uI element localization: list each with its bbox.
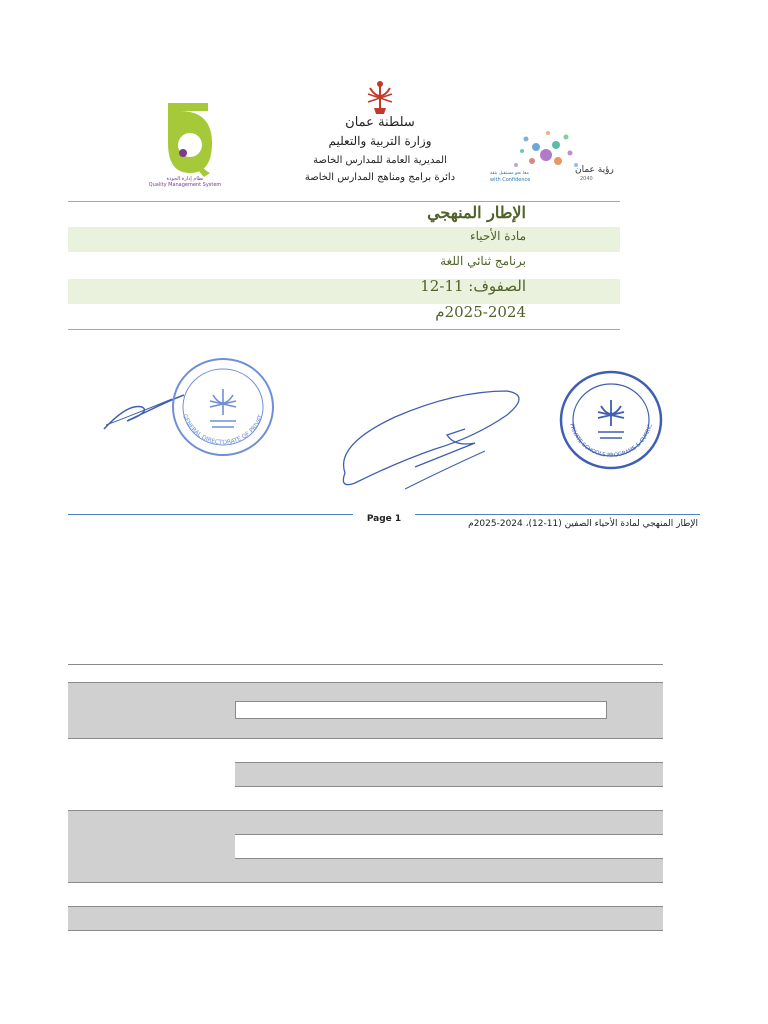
table-border xyxy=(68,738,663,739)
framework-bottom-border xyxy=(68,329,620,330)
framework-subject: مادة الأحياء xyxy=(469,229,526,243)
ministry-line-3: المديرية العامة للمدارس الخاصة xyxy=(313,155,447,166)
page-number: Page 1 xyxy=(366,514,402,524)
table-border xyxy=(235,786,663,787)
table-cell xyxy=(68,834,235,858)
footer-divider-right xyxy=(415,514,700,515)
table-border xyxy=(68,906,663,907)
table-cell xyxy=(235,762,663,786)
ministry-line-4: دائرة برامج ومناهج المدارس الخاصة xyxy=(304,172,456,183)
table-row xyxy=(68,810,663,834)
stamp-right-text: PRIVATE SCHOOLS PROGRAMS & CURRIC xyxy=(568,422,654,459)
quality-logo-caption-en: Quality Management System xyxy=(148,182,222,188)
table-border xyxy=(68,664,663,665)
table-border xyxy=(235,858,663,859)
stamp-left-text: GENERAL DIRECTORATE OF PRIVAT xyxy=(181,413,265,447)
table-border xyxy=(68,882,663,883)
framework-program: برنامج ثنائي اللغة xyxy=(440,254,526,268)
vision-tagline-2: with Confidence xyxy=(490,177,531,183)
framework-title: الإطار المنهجي xyxy=(427,203,526,222)
stamp-general-directorate xyxy=(168,355,278,460)
footer-text: الإطار المنهجي لمادة الأحياء الصفين (11-12)، 2024-2025م xyxy=(468,519,698,529)
table-border xyxy=(68,682,663,683)
table-border xyxy=(68,930,663,931)
table-row xyxy=(68,858,663,882)
ministry-line-2: وزارة التربية والتعليم xyxy=(328,134,432,148)
table-border xyxy=(235,762,663,763)
framework-year: 2025-2024م xyxy=(435,303,526,321)
vision-year: 2040 xyxy=(580,176,593,182)
vision-tagline-1: معا نحو مستقبل بثقة xyxy=(490,171,529,176)
table-border xyxy=(235,834,663,835)
ministry-line-1: سلطنة عمان xyxy=(345,115,415,130)
table-border xyxy=(68,810,663,811)
framework-top-border xyxy=(68,201,620,202)
signature-center xyxy=(335,385,525,495)
framework-grades: الصفوف: 11-12 xyxy=(420,277,526,295)
oman-emblem-icon xyxy=(362,78,398,118)
table-cell xyxy=(235,701,607,719)
table-row xyxy=(68,906,663,930)
vision-text-ar: رؤية عمان xyxy=(575,165,614,175)
quality-logo-caption-ar: نظام إدارة الجودة xyxy=(166,176,204,182)
footer-divider-left xyxy=(68,514,353,515)
stamp-programs-curricula xyxy=(556,368,666,473)
